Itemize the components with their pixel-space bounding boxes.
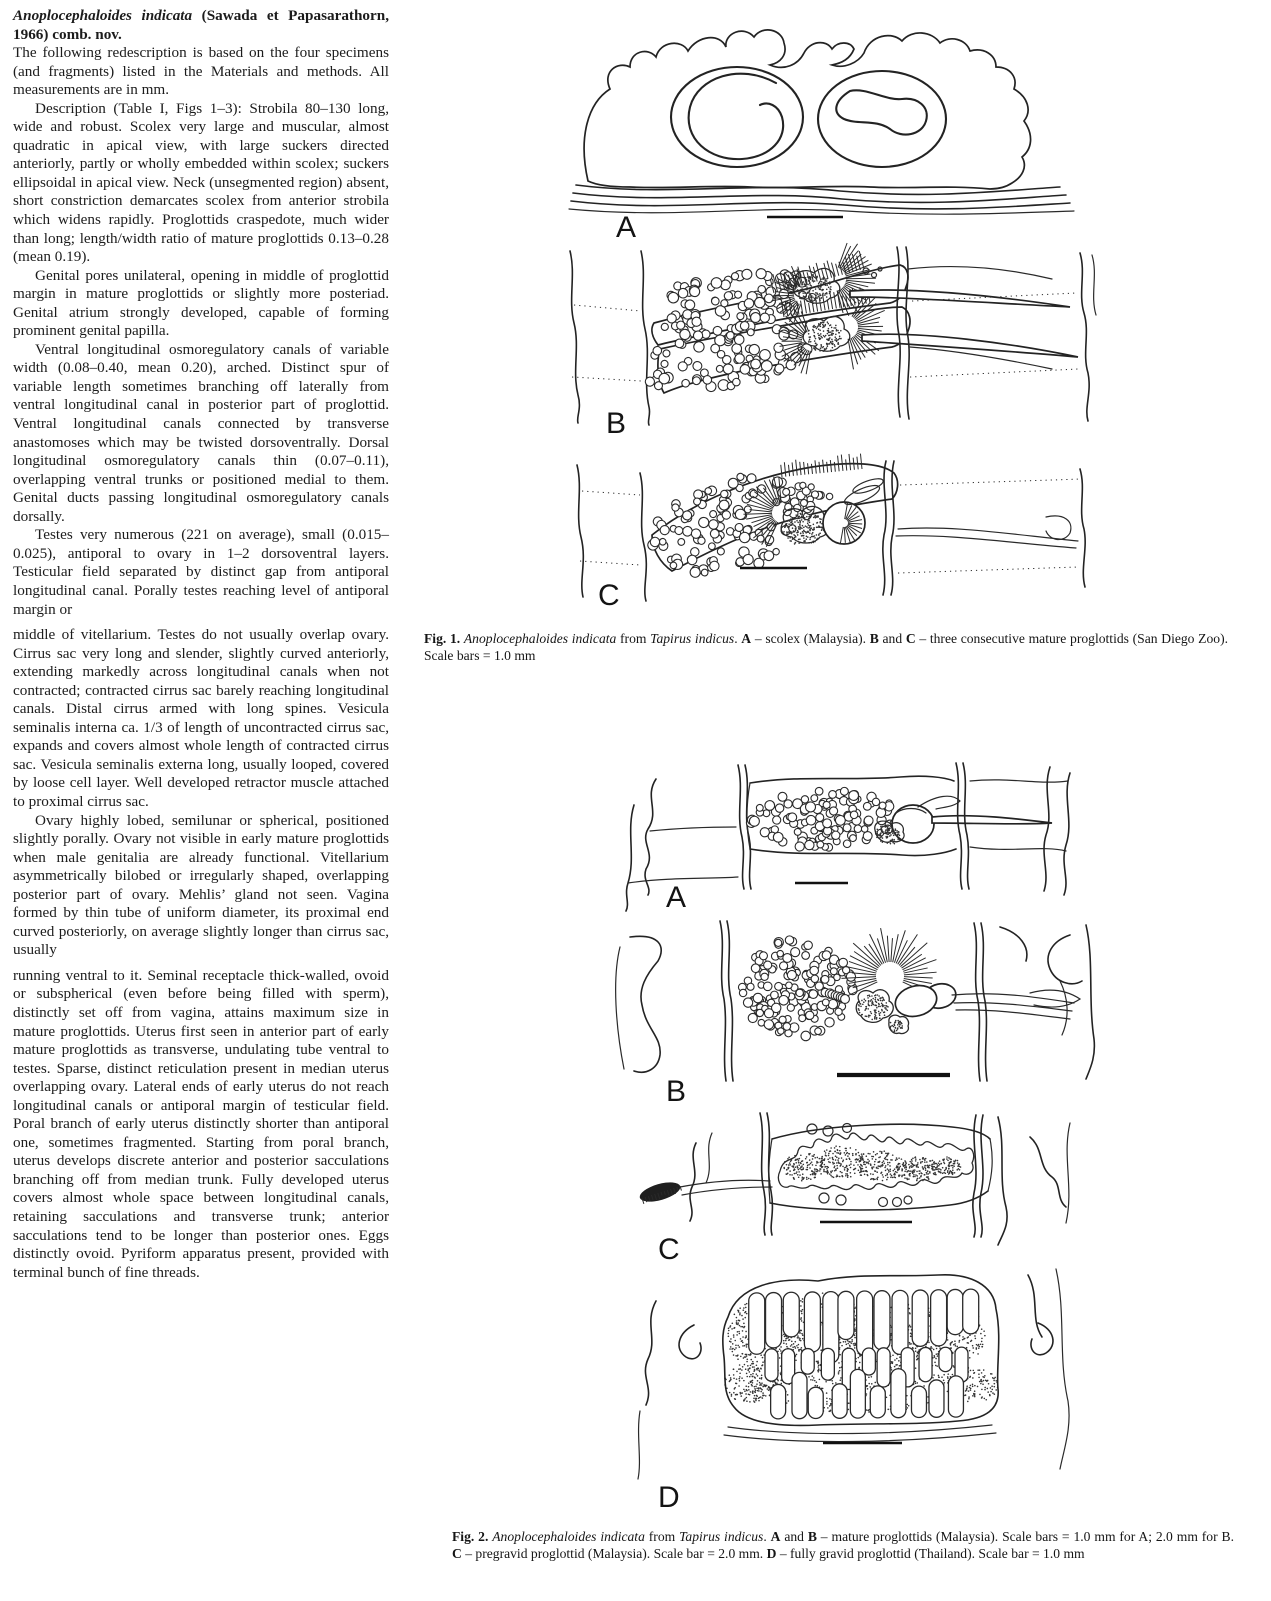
paragraph: middle of vitellarium. Testes do not usually overlap ovary. Cirrus sac very long and slender, slightly curved anteriorly, extending markedly across longitudinal canals when not contracted; contracted cirrus sac barely reaching longitudinal canals. Distal cirrus armed with long spines. Vesicula seminalis interna ca. 1/3 of length of uncontracted cirrus sac, expands and covers almost whole length of contracted cirrus sac. Vesicula seminalis externa long, usually looped, covered by loose cell layer. Well developed retractor muscle attached to proximal cirrus sac. xyxy=(13,626,389,810)
fig2-panel-label-b: B xyxy=(666,1075,687,1108)
fig1-panel-label-b: B xyxy=(606,407,627,440)
paragraph: Ovary highly lobed, semilunar or spherical, positioned slightly porally. Ovary not visible in early mature proglottids when male genitalia are already functional. Vitellarium asymmetrically bilobed or irregularly shaped, overlapping posterior part of ovary. Mehlis’ gland not seen. Vagina formed by thin tube of uniform diameter, its proximal end curved posteriorly, on average slightly longer than cirrus sac, usually xyxy=(13,811,389,959)
figure-2-drawing xyxy=(600,735,1200,1525)
paragraph: Testes very numerous (221 on average), small (0.015–0.025), antiporal to ovary in 1–2 dorsoventral layers. Testicular field separated by distinct gap from antiporal longitudinal canal. Porally testes reaching level of antiporal margin or xyxy=(13,526,389,618)
paragraph: Ventral longitudinal osmoregulatory canals of variable width (0.08–0.40, mean 0.20), arched. Distinct spur of variable length sometimes branching off laterally from ventral longitudinal canal in posterior part of proglottid. Ventral longitudinal canals connected by transverse anastomoses which may be twisted dorsoventrally. Dorsal longitudinal osmoregulatory canals thin (0.07–0.11), overlapping ventral trunks or positioned medial to them. Genital ducts passing longitudinal osmoregulatory canals dorsally. xyxy=(13,340,389,525)
fig2-panel-b-proglottid xyxy=(616,921,1095,1108)
figure-1-drawing xyxy=(430,5,1230,630)
fig1-panel-label-a: A xyxy=(616,211,637,244)
fig1-panel-b-proglottids xyxy=(570,243,1096,440)
article-title: Anoplocephaloides indicata (Sawada et Papasarathorn, 1966) comb. nov. xyxy=(13,7,389,43)
paragraph: Genital pores unilateral, opening in middle of proglottid margin in mature proglottids or slightly more posteriad. Genital atrium strongly developed, capable of forming prominent genital papilla. xyxy=(13,266,389,340)
fig2-panel-label-a: A xyxy=(666,881,687,914)
fig2-panel-d-proglottid xyxy=(638,1269,1069,1514)
paragraph: The following redescription is based on the four specimens (and fragments) listed in the Materials and methods. All measurements are in mm. xyxy=(13,44,389,99)
fig2-panel-c-proglottid xyxy=(638,1113,1070,1266)
fig2-panel-label-c: C xyxy=(658,1233,680,1266)
protruded-cirrus xyxy=(638,1179,683,1206)
fig1-panel-c-proglottid xyxy=(577,454,1085,612)
paragraph: running ventral to it. Seminal receptacle thick-walled, ovoid or subspherical (even before being filled with sperm), distinctly set off from vagina, attains maximum size in mature proglottids. Uterus first seen in anterior part of early mature proglottids as transverse, undulating tube ventral to testes. Sparse, distinct reticulation present in median uterus overlapping ovary. Lateral ends of early uterus do not reach longitudinal canals or antiporal margin of testicular field. Poral branch of early uterus distinctly shorter than antiporal one, sometimes fragmented. Starting from poral branch, uterus develops discrete anterior and posterior sacculations branching off from median trunk. Fully developed uterus covers almost whole space between longitudinal canals, retaining sacculations and transverse trunk; anterior sacculations tend to be longer than posterior ones. Eggs distinctly ovoid. Pyriform apparatus present, provided with terminal bunch of fine threads. xyxy=(13,966,389,1281)
article-text-column xyxy=(13,7,389,1282)
fig2-panel-a-proglottid xyxy=(626,763,1070,914)
paragraph: Description (Table I, Figs 1–3): Strobila 80–130 long, wide and robust. Scolex very large and muscular, almost quadratic in apical view, with large suckers directed anteriorly, partly or wholly embedded within scolex; suckers ellipsoidal in apical view. Neck (unsegmented region) absent, short constriction demarcates scolex from anterior strobila which widens rapidly. Proglottids craspedote, much wider than long; length/width ratio of mature proglottids 0.13–0.28 (mean 0.19). xyxy=(13,99,389,266)
fig1-panel-a-scolex xyxy=(569,30,1074,244)
fig1-panel-label-c: C xyxy=(598,579,620,612)
figure-1-caption: Fig. 1. Anoplocephaloides indicata from Tapirus indicus. A – scolex (Malaysia). B and C – three consecutive mature proglottids (San Diego Zoo). Scale bars = 1.0 mm xyxy=(424,631,1228,664)
figure-2-caption: Fig. 2. Anoplocephaloides indicata from Tapirus indicus. A and B – mature proglottids (Malaysia). Scale bars = 1.0 mm for A; 2.0 mm for B. C – pregravid proglottid (Malaysia). Scale bar = 2.0 mm. D – fully gravid proglottid (Thailand). Scale bar = 1.0 mm xyxy=(452,1529,1234,1562)
fig2-panel-label-d: D xyxy=(658,1481,680,1514)
